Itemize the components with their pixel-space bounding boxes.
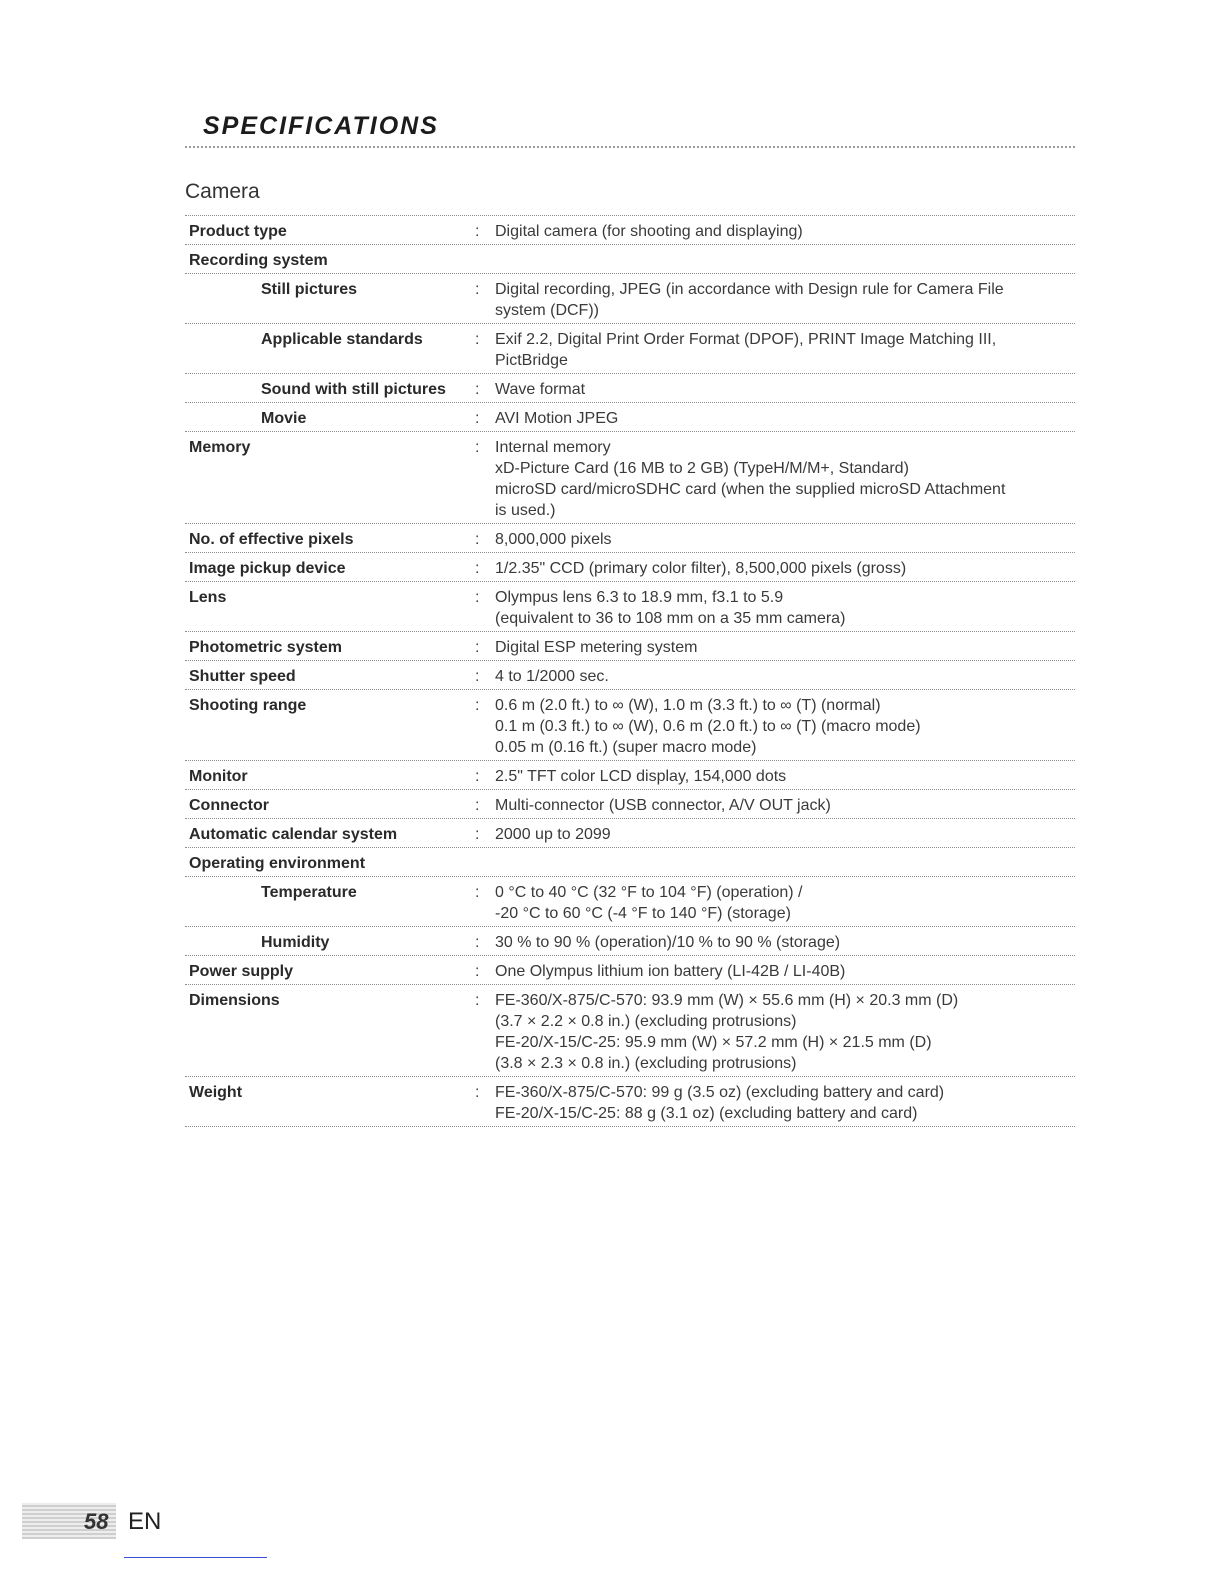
- spec-label: Shooting range: [189, 697, 307, 714]
- spec-value: [495, 221, 1075, 242]
- page-heading: SPECIFICATIONS: [203, 112, 439, 140]
- spec-colon: :: [475, 768, 480, 785]
- spec-value-line: Exif 2.2, Digital Print Order Format (DPOF), PRINT Image Matching III,: [495, 331, 997, 348]
- spec-value-line: system (DCF)): [495, 302, 599, 319]
- spec-colon: :: [475, 410, 480, 427]
- spec-row: [185, 431, 1075, 523]
- spec-colon: :: [475, 439, 480, 456]
- spec-value: [495, 637, 1075, 658]
- section-title: Camera: [185, 180, 260, 203]
- spec-value-line: 30 % to 90 % (operation)/10 % to 90 % (storage): [495, 934, 841, 951]
- spec-row: [185, 789, 1075, 818]
- spec-label: No. of effective pixels: [189, 531, 354, 548]
- spec-colon: :: [475, 963, 480, 980]
- spec-value: [495, 558, 1075, 579]
- spec-value: [495, 250, 1075, 271]
- spec-value-line: 4 to 1/2000 sec.: [495, 668, 609, 685]
- page-heading-bar: [185, 112, 1075, 148]
- spec-colon: :: [475, 797, 480, 814]
- spec-colon: :: [475, 331, 480, 348]
- spec-colon: :: [475, 589, 480, 606]
- spec-value-line: (3.8 × 2.3 × 0.8 in.) (excluding protrusions): [495, 1055, 797, 1072]
- spec-value: [495, 766, 1075, 787]
- spec-label: Humidity: [261, 934, 330, 951]
- spec-row: [185, 244, 1075, 273]
- spec-colon: :: [475, 884, 480, 901]
- spec-row: [185, 689, 1075, 760]
- spec-value-line: Internal memory: [495, 439, 611, 456]
- spec-label: Memory: [189, 439, 251, 456]
- spec-row: [185, 273, 1075, 323]
- spec-colon: :: [475, 1084, 480, 1101]
- spec-value-line: FE-360/X-875/C-570: 93.9 mm (W) × 55.6 mm (H) × 20.3 mm (D): [495, 992, 959, 1009]
- spec-label: Recording system: [189, 252, 328, 269]
- spec-value-line: microSD card/microSDHC card (when the supplied microSD Attachment: [495, 481, 1006, 498]
- spec-value-line: -20 °C to 60 °C (-4 °F to 140 °F) (storage): [495, 905, 791, 922]
- spec-label: Operating environment: [189, 855, 366, 872]
- spec-value-line: 2.5" TFT color LCD display, 154,000 dots: [495, 768, 787, 785]
- spec-value-line: FE-20/X-15/C-25: 88 g (3.1 oz) (excluding battery and card): [495, 1105, 918, 1122]
- spec-value-line: Olympus lens 6.3 to 18.9 mm, f3.1 to 5.9: [495, 589, 784, 606]
- spec-value: [495, 853, 1075, 874]
- spec-row: [185, 552, 1075, 581]
- spec-colon: :: [475, 223, 480, 240]
- spec-label: Product type: [189, 223, 287, 240]
- spec-colon: :: [475, 992, 480, 1009]
- spec-colon: [475, 250, 495, 271]
- spec-value-line: 0.6 m (2.0 ft.) to ∞ (W), 1.0 m (3.3 ft.) to ∞ (T) (normal): [495, 697, 881, 714]
- spec-row: [185, 818, 1075, 847]
- footer-rule: [124, 1557, 267, 1558]
- spec-row: [185, 581, 1075, 631]
- spec-value: [495, 587, 1075, 629]
- spec-colon: :: [475, 639, 480, 656]
- spec-colon: :: [475, 934, 480, 951]
- spec-colon: :: [475, 281, 480, 298]
- spec-value-line: (3.7 × 2.2 × 0.8 in.) (excluding protrusions): [495, 1013, 797, 1030]
- spec-row: [185, 760, 1075, 789]
- spec-row: [185, 847, 1075, 876]
- spec-value-line: 0 °C to 40 °C (32 °F to 104 °F) (operation) /: [495, 884, 803, 901]
- spec-row: [185, 402, 1075, 431]
- spec-value-line: AVI Motion JPEG: [495, 410, 619, 427]
- spec-value: [495, 695, 1075, 758]
- spec-value-line: Digital camera (for shooting and displaying): [495, 223, 803, 240]
- spec-value: [495, 529, 1075, 550]
- spec-label: Weight: [189, 1084, 243, 1101]
- spec-value-line: Wave format: [495, 381, 586, 398]
- spec-table: [185, 215, 1075, 1127]
- spec-label: Temperature: [261, 884, 357, 901]
- spec-label: Monitor: [189, 768, 248, 785]
- spec-value-line: Multi-connector (USB connector, A/V OUT jack): [495, 797, 831, 814]
- spec-row: [185, 215, 1075, 244]
- spec-value-line: FE-360/X-875/C-570: 99 g (3.5 oz) (excluding battery and card): [495, 1084, 945, 1101]
- spec-row: [185, 323, 1075, 373]
- spec-label: Applicable standards: [261, 331, 423, 348]
- page-number: 58: [84, 1509, 109, 1534]
- spec-colon: :: [475, 560, 480, 577]
- spec-value-line: 2000 up to 2099: [495, 826, 611, 843]
- spec-value: [495, 1082, 1075, 1124]
- spec-label: Sound with still pictures: [261, 381, 446, 398]
- spec-value-line: FE-20/X-15/C-25: 95.9 mm (W) × 57.2 mm (H) × 21.5 mm (D): [495, 1034, 932, 1051]
- spec-value: [495, 795, 1075, 816]
- spec-colon: :: [475, 826, 480, 843]
- spec-value-line: One Olympus lithium ion battery (LI-42B / LI-40B): [495, 963, 846, 980]
- spec-label: Photometric system: [189, 639, 342, 656]
- spec-label: Power supply: [189, 963, 294, 980]
- spec-value: [495, 990, 1075, 1074]
- spec-value-line: Digital recording, JPEG (in accordance with Design rule for Camera File: [495, 281, 1004, 298]
- spec-label: Lens: [189, 589, 227, 606]
- spec-row: [185, 876, 1075, 926]
- spec-value: [495, 379, 1075, 400]
- spec-value-line: 1/2.35" CCD (primary color filter), 8,500,000 pixels (gross): [495, 560, 907, 577]
- spec-label: Still pictures: [261, 281, 358, 298]
- spec-label: Dimensions: [189, 992, 280, 1009]
- spec-label: Automatic calendar system: [189, 826, 398, 843]
- spec-value: [495, 824, 1075, 845]
- spec-row: [185, 523, 1075, 552]
- spec-value-line: 0.1 m (0.3 ft.) to ∞ (W), 0.6 m (2.0 ft.) to ∞ (T) (macro mode): [495, 718, 921, 735]
- spec-value: [495, 666, 1075, 687]
- spec-row: [185, 660, 1075, 689]
- spec-colon: [475, 853, 495, 874]
- spec-colon: :: [475, 381, 480, 398]
- spec-colon: :: [475, 668, 480, 685]
- spec-value-line: 8,000,000 pixels: [495, 531, 612, 548]
- spec-value: [495, 882, 1075, 924]
- spec-colon: :: [475, 531, 480, 548]
- spec-row: [185, 631, 1075, 660]
- spec-value-line: (equivalent to 36 to 108 mm on a 35 mm camera): [495, 610, 846, 627]
- spec-colon: :: [475, 697, 480, 714]
- spec-row: [185, 955, 1075, 984]
- spec-label: Image pickup device: [189, 560, 346, 577]
- spec-value: [495, 329, 1075, 371]
- spec-label: Movie: [261, 410, 307, 427]
- spec-value-line: 0.05 m (0.16 ft.) (super macro mode): [495, 739, 757, 756]
- spec-row: [185, 984, 1075, 1076]
- spec-value: [495, 408, 1075, 429]
- spec-value-line: Digital ESP metering system: [495, 639, 698, 656]
- spec-label: Shutter speed: [189, 668, 296, 685]
- spec-value-line: PictBridge: [495, 352, 568, 369]
- spec-row: [185, 373, 1075, 402]
- language-code: EN: [128, 1508, 162, 1535]
- spec-value: [495, 932, 1075, 953]
- spec-value-line: xD-Picture Card (16 MB to 2 GB) (TypeH/M/M+, Standard): [495, 460, 909, 477]
- spec-value: [495, 279, 1075, 321]
- spec-label: Connector: [189, 797, 269, 814]
- spec-row: [185, 1076, 1075, 1127]
- spec-value-line: is used.): [495, 502, 556, 519]
- spec-value: [495, 961, 1075, 982]
- page-number-badge: [22, 1503, 116, 1539]
- spec-row: [185, 926, 1075, 955]
- spec-value: [495, 437, 1075, 521]
